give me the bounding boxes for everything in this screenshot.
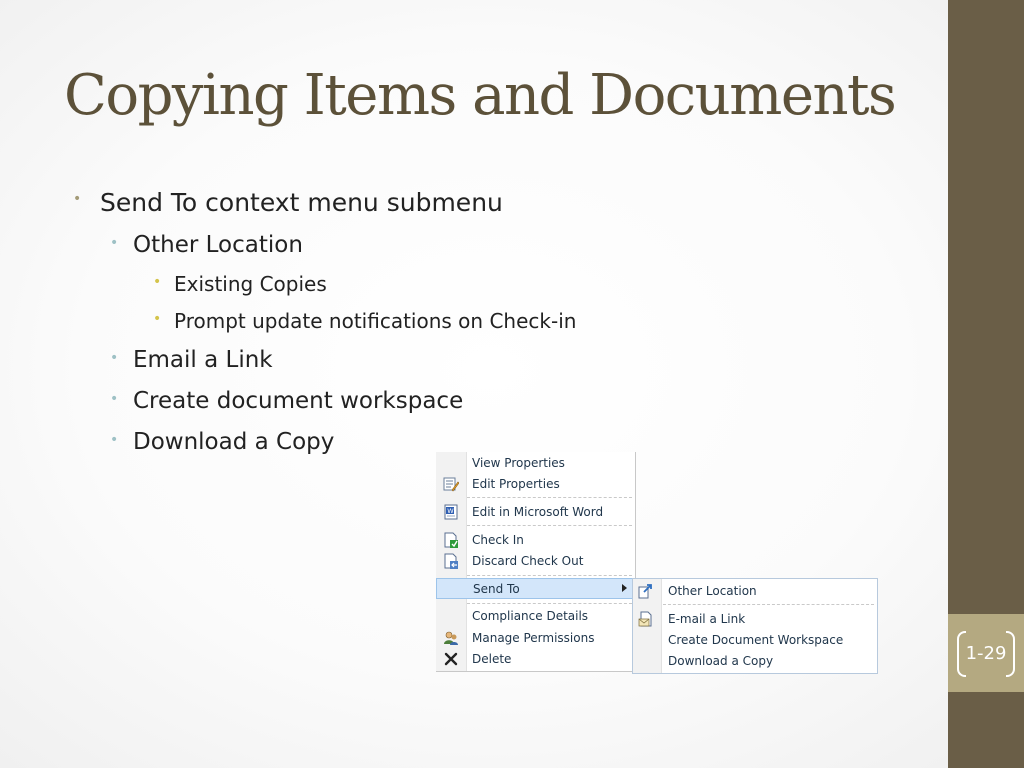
menu-item-delete[interactable] [436, 649, 633, 670]
submenu-item-other-location[interactable] [633, 581, 877, 602]
bullet-item [153, 309, 577, 333]
bullet-dot-icon: • [153, 274, 162, 290]
submenu-arrow-icon [622, 584, 627, 592]
other-location-icon [638, 583, 654, 599]
menu-separator [467, 603, 632, 604]
discard-check-out-icon [443, 553, 459, 569]
menu-separator [467, 575, 632, 576]
bullet-text: Download a Copy [133, 429, 335, 455]
bullet-text: Email a Link [133, 347, 273, 373]
menu-separator [467, 497, 632, 498]
bullet-dot-icon: • [110, 391, 119, 407]
menu-item-label: Delete [472, 652, 512, 666]
menu-item-label: View Properties [472, 456, 565, 470]
menu-item-label: Download a Copy [668, 654, 774, 668]
menu-item-edit-in-word[interactable] [436, 502, 633, 523]
bullet-dot-icon: • [153, 311, 162, 327]
word-document-icon [443, 504, 459, 520]
bullet-text: Other Location [133, 232, 303, 258]
bullet-item [73, 188, 503, 217]
menu-item-check-in[interactable] [436, 530, 633, 551]
menu-item-label: Send To [473, 582, 520, 596]
menu-item-discard-check-out[interactable] [436, 551, 633, 572]
menu-item-label: E-mail a Link [668, 612, 746, 626]
menu-separator [467, 525, 632, 526]
menu-item-compliance-details[interactable] [436, 606, 633, 627]
permissions-icon [443, 630, 459, 646]
bullet-dot-icon: • [110, 350, 119, 366]
menu-item-label: Manage Permissions [472, 631, 595, 645]
bullet-text: Existing Copies [174, 272, 327, 296]
page-number-box [948, 614, 1024, 692]
slide-title: Copying Items and Documents [64, 63, 896, 128]
menu-item-label: Create Document Workspace [668, 633, 844, 647]
bullet-text: Prompt update notifications on Check-in [174, 309, 577, 333]
bullet-text: Create document workspace [133, 388, 464, 414]
menu-item-send-to[interactable] [436, 578, 633, 599]
submenu-item-email-link[interactable] [633, 609, 877, 630]
menu-item-label: Other Location [668, 584, 757, 598]
page-number: 1-29 [957, 631, 1015, 675]
delete-x-icon [443, 651, 459, 667]
bullet-item [110, 232, 303, 258]
bullet-item [153, 272, 327, 296]
email-link-icon [638, 611, 654, 627]
menu-item-edit-properties[interactable] [436, 474, 633, 495]
menu-item-label: Edit Properties [472, 477, 560, 491]
menu-item-manage-permissions[interactable] [436, 628, 633, 649]
check-in-icon [443, 532, 459, 548]
bullet-dot-icon: • [110, 432, 119, 448]
menu-item-view-properties[interactable] [436, 453, 633, 474]
edit-properties-icon [443, 476, 459, 492]
menu-separator [663, 604, 874, 605]
bullet-item [110, 429, 335, 455]
menu-item-label: Edit in Microsoft Word [472, 505, 604, 519]
context-menu [436, 452, 636, 672]
menu-item-label: Discard Check Out [472, 554, 584, 568]
bullet-text: Send To context menu submenu [100, 188, 503, 217]
bullet-item [110, 347, 273, 373]
bullet-item [110, 388, 464, 414]
bullet-dot-icon: • [110, 235, 119, 251]
submenu-item-download-copy[interactable] [633, 651, 877, 672]
menu-item-label: Compliance Details [472, 609, 589, 623]
bullet-dot-icon: • [73, 191, 82, 207]
submenu-item-create-workspace[interactable] [633, 630, 877, 651]
menu-item-label: Check In [472, 533, 524, 547]
send-to-submenu [632, 578, 878, 674]
svg-text:W: W [447, 507, 454, 515]
